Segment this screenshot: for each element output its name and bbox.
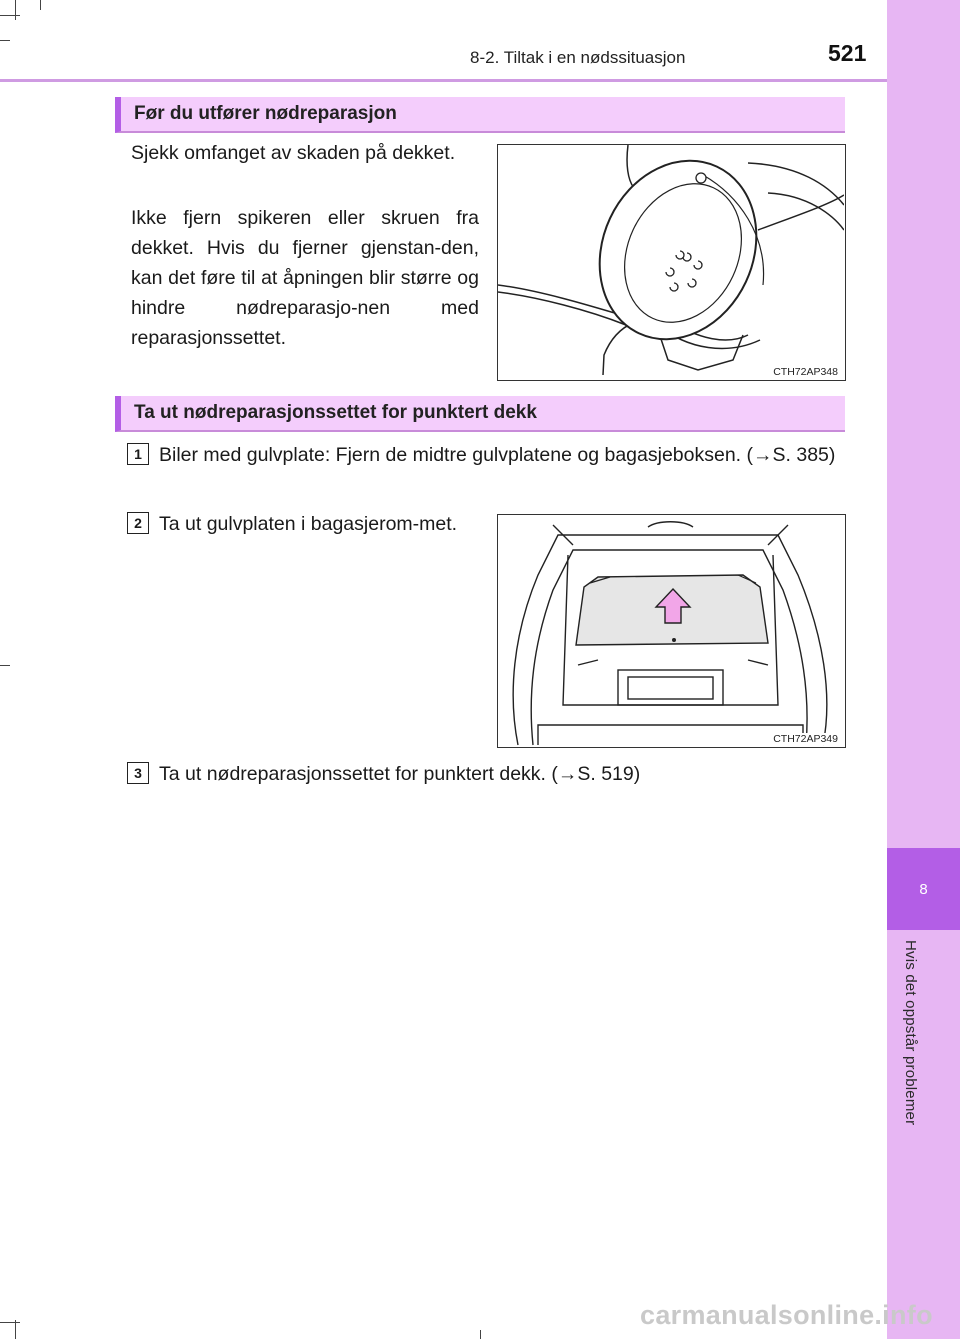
step-number-badge: 2 bbox=[127, 512, 149, 534]
step-text: Ta ut nødreparasjonssettet for punktert dekk. (→S. 519) bbox=[159, 763, 641, 785]
paragraph: Ikke fjern spikeren eller skruen fra dekket. Hvis du fjerner gjenstan-den, kan det føre til at åpningen blir større og hindre nødreparasjo-nen med reparasjonssettet. bbox=[131, 207, 479, 349]
figure-code: CTH72AP349 bbox=[773, 733, 838, 745]
crop-mark bbox=[0, 40, 10, 41]
step-text: Biler med gulvplate: Fjern de midtre gulvplatene og bagasjeboksen. (→S. 385) bbox=[159, 444, 836, 466]
header-rule bbox=[0, 79, 887, 82]
crop-mark bbox=[0, 15, 20, 16]
crop-mark bbox=[15, 0, 16, 20]
crop-mark bbox=[40, 0, 41, 10]
paragraph: Sjekk omfanget av skaden på dekket. bbox=[131, 142, 456, 164]
step-number-badge: 1 bbox=[127, 443, 149, 465]
section-heading-bar bbox=[115, 97, 845, 133]
running-header: 8-2. Tiltak i en nødssituasjon bbox=[470, 48, 686, 67]
crop-mark bbox=[0, 665, 10, 666]
step-text: Ta ut gulvplaten i bagasjerom-met. bbox=[159, 513, 458, 535]
trunk-figure bbox=[497, 514, 846, 748]
crop-mark bbox=[0, 1322, 20, 1323]
crop-mark bbox=[480, 1330, 481, 1339]
chapter-title: Hvis det oppstår problemer bbox=[902, 940, 919, 1126]
section-heading: Ta ut nødreparasjonssettet for punktert dekk bbox=[134, 402, 537, 423]
spare-tire-shape bbox=[571, 145, 785, 365]
figure-code: CTH72AP348 bbox=[773, 366, 838, 378]
section-heading: Før du utfører nødreparasjon bbox=[134, 103, 397, 124]
page-number: 521 bbox=[828, 40, 867, 66]
section-heading-bar bbox=[115, 396, 845, 432]
spare-tire-in-wheel-well-illustration bbox=[498, 145, 844, 379]
chapter-number: 8 bbox=[887, 848, 960, 930]
watermark: carmanualsonline.info bbox=[640, 1300, 933, 1330]
open-trunk-deck-board-arrow-illustration bbox=[498, 515, 844, 746]
step-number-badge: 3 bbox=[127, 762, 149, 784]
spare-tire-figure bbox=[497, 144, 846, 381]
